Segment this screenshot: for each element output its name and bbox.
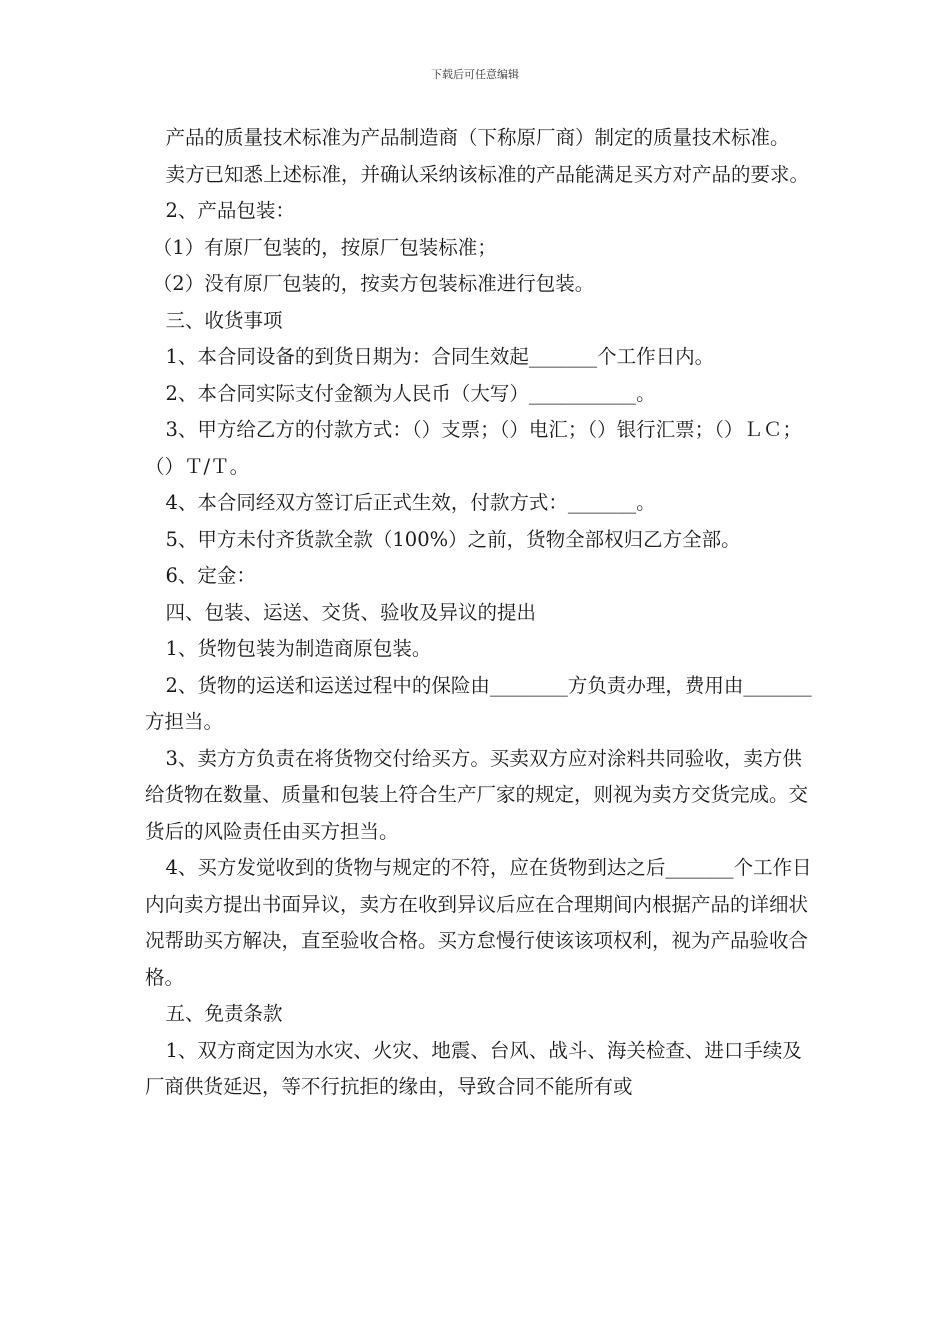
paragraph: 卖方已知悉上述标准，并确认采纳该标准的产品能满足买方对产品的要求。 — [165, 162, 809, 186]
paragraph: （2）没有原厂包装的，按卖方包装标准进行包装。 — [152, 272, 595, 295]
paragraph: 2、产品包装： — [165, 199, 295, 222]
paragraph: （1）有原厂包装的，按原厂包装标准； — [152, 235, 497, 259]
page-header: 下载后可任意编辑 — [431, 68, 519, 81]
paragraph: 6、定金： — [165, 564, 256, 587]
paragraph: 2、货物的运送和运送过程中的保险由________方负责办理，费用由_______方担当。 — [145, 673, 812, 733]
document-body — [145, 120, 815, 1106]
paragraph: 3、甲方给乙方的付款方式：（）支票；（）电汇；（）银行汇票；（）ＬＣ；（）Ｔ/Ｔ。 — [145, 418, 802, 478]
paragraph: 1、货物包装为制造商原包装。 — [165, 637, 432, 660]
paragraph: 1、双方商定因为水灾、火灾、地震、台风、战斗、海关检查、进口手续及厂商供货延迟，等不行抗拒的缘由，导致合同不能所有或 — [145, 1038, 802, 1098]
paragraph: 4、买方发觉收到的货物与规定的不符，应在货物到达之后_______个工作日内向卖方提出书面异议，卖方在收到异议后应在合理期间内根据产品的详细状况帮助买方解决，直至验收合格。买方怠慢行使该该项权利，视为产品验收合格。 — [145, 856, 812, 989]
paragraph: 1、本合同设备的到货日期为：合同生效起_______个工作日内。 — [165, 345, 715, 368]
section-heading: 三、收货事项 — [165, 308, 283, 332]
paragraph: 产品的质量技术标准为产品制造商（下称原厂商）制定的质量技术标准。 — [165, 126, 790, 149]
paragraph: 4、本合同经双方签订后正式生效，付款方式：_______。 — [165, 491, 656, 514]
paragraph: 2、本合同实际支付金额为人民币（大写）___________。 — [165, 381, 656, 405]
paragraph: 5、甲方未付齐货款全款（100%）之前，货物全部权归乙方全部。 — [165, 527, 741, 551]
section-heading: 五、免责条款 — [165, 1002, 283, 1025]
paragraph: 3、卖方方负责在将货物交付给买方。买卖双方应对涂料共同验收，卖方供给货物在数量、质量和包装上符合生产厂家的规定，则视为卖方交货完成。交货后的风险责任由买方担当。 — [145, 746, 809, 843]
section-heading: 四、包装、运送、交货、验收及异议的提出 — [165, 600, 536, 624]
